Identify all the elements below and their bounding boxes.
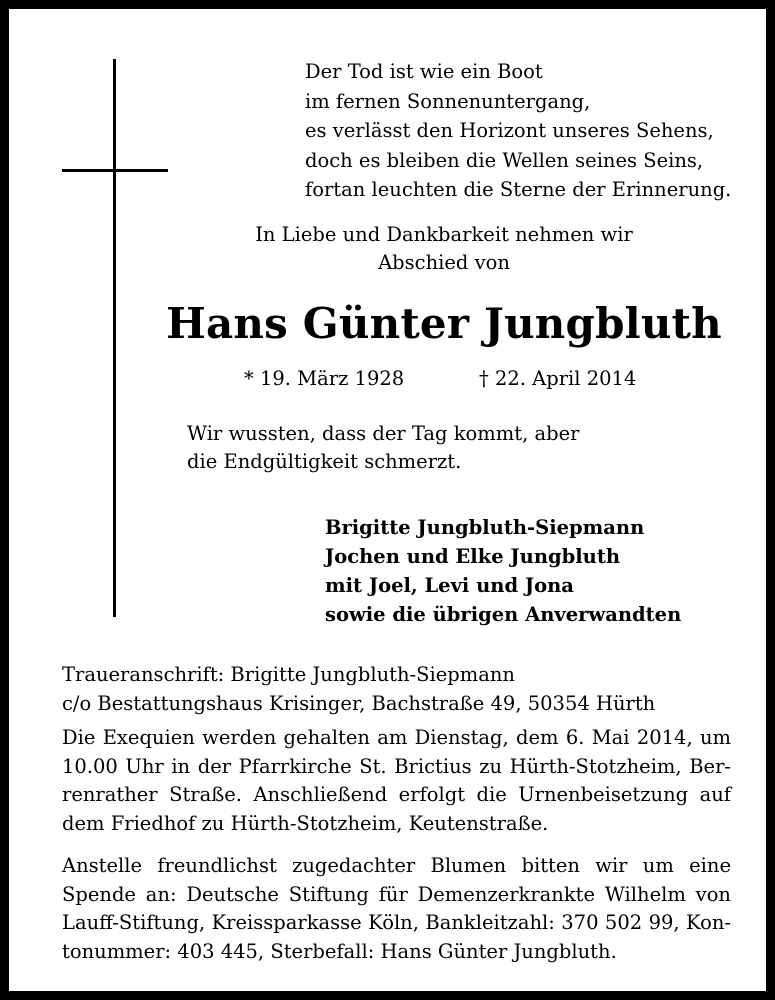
- mourning-address: [62, 661, 731, 718]
- poem-line: es verlässt den Horizont unseres Sehens,: [305, 119, 714, 142]
- quote: [187, 420, 579, 476]
- poem: [305, 57, 731, 205]
- mourners-list: [325, 513, 681, 629]
- mourner-line: mit Joel, Levi und Jona: [325, 574, 574, 597]
- donation-paragraph: Anstelle freundlichst zugedachter Blumen bitten wir um eine Spende an: Deutsche Stiftung für Demenzerkrankte Wilhelm von Lauff-Stiftung, Kreissparkasse Köln, Bankleitzahl: 370 502 99, Kontonummer: 403 445, Sterbefall: Hans Günter Jungbluth.: [62, 854, 731, 963]
- death-date: † 22. April 2014: [479, 367, 637, 390]
- mourner-line: sowie die übrigen Anverwandten: [325, 603, 682, 626]
- mourner-line: Brigitte Jungbluth-Siepmann: [325, 516, 645, 539]
- deceased-name: Hans Günter Jungbluth: [166, 299, 722, 348]
- quote-line: Wir wussten, dass der Tag kommt, aber: [187, 422, 580, 445]
- address-line: Traueranschrift: Brigitte Jungbluth-Siepmann: [62, 663, 515, 686]
- poem-line: fortan leuchten die Sterne der Erinnerung.: [305, 178, 732, 201]
- farewell-text: [209, 221, 679, 277]
- cross-vertical-bar: [113, 59, 116, 617]
- poem-line: doch es bleiben die Wellen seines Seins,: [305, 148, 704, 172]
- exequien-paragraph: Die Exequien werden gehalten am Dienstag, dem 6. Mai 2014, um 10.00 Uhr in der Pfarrkirche St. Brictius zu Hürth-Stotzheim, Berrenrather Straße. Anschließend erfolgt die Urnenbeisetzung auf dem Friedhof zu Hürth-Stotzheim, Keutenstraße.: [62, 726, 731, 835]
- poem-line: Der Tod ist wie ein Boot: [305, 60, 543, 83]
- farewell-line: In Liebe und Dankbarkeit nehmen wir: [255, 223, 633, 246]
- poem-line: im fernen Sonnenuntergang,: [305, 89, 591, 113]
- cross-horizontal-bar: [62, 169, 168, 172]
- quote-line: die Endgültigkeit schmerzt.: [187, 450, 462, 473]
- birth-date: * 19. März 1928: [244, 367, 405, 390]
- address-line: c/o Bestattungshaus Krisinger, Bachstraße 49, 50354 Hürth: [62, 691, 656, 715]
- farewell-line: Abschied von: [378, 251, 510, 274]
- mourner-line: Jochen und Elke Jungbluth: [325, 545, 621, 568]
